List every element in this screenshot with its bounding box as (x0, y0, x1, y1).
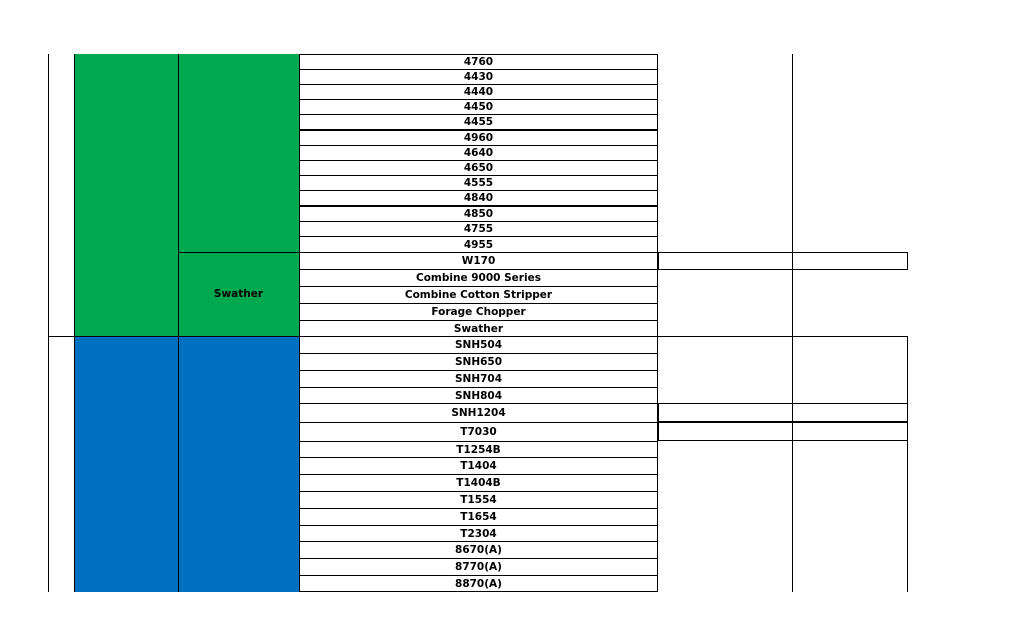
table-row: SNH1204 (299, 403, 658, 423)
table-row: 4450 (299, 99, 658, 115)
subgroup-label: Swather (213, 288, 264, 300)
grid-line (74, 54, 75, 592)
table-row: T2304 (299, 525, 658, 542)
table-row: 8770(A) (299, 558, 658, 576)
table-row: T1404B (299, 474, 658, 492)
table-row: 4760 (299, 54, 658, 70)
table-row: 4440 (299, 84, 658, 100)
table-row: 4840 (299, 190, 658, 206)
green-group-a (74, 54, 178, 336)
blue-group-b (178, 336, 299, 592)
table-row: SNH704 (299, 370, 658, 388)
table-row: T1254B (299, 441, 658, 458)
group-separator (658, 336, 908, 337)
table-row: T1554 (299, 491, 658, 509)
table-row: SNH504 (299, 336, 658, 354)
table-row: 4555 (299, 175, 658, 191)
table-row: 8870(A) (299, 575, 658, 592)
extended-row-outline (658, 252, 908, 270)
group-separator (48, 336, 299, 337)
table-row: 4650 (299, 160, 658, 176)
table-row: W170 (299, 252, 658, 270)
table-row: SNH804 (299, 387, 658, 404)
grid-line (907, 336, 908, 592)
table-row: 4455 (299, 114, 658, 130)
table-row: 4955 (299, 236, 658, 253)
table-row: Forage Chopper (299, 303, 658, 321)
table-row: Combine 9000 Series (299, 269, 658, 287)
table-row: Combine Cotton Stripper (299, 286, 658, 304)
grid-line (48, 54, 49, 592)
table-row: Swather (299, 320, 658, 337)
blue-group-a (74, 336, 178, 592)
table-row: 4755 (299, 221, 658, 237)
table-row: T1654 (299, 508, 658, 526)
table-row: 4430 (299, 69, 658, 85)
grid-line (178, 54, 179, 592)
table-row: T1404 (299, 457, 658, 475)
extended-row-outline (658, 403, 908, 422)
table-row: SNH650 (299, 353, 658, 371)
table-row: 4640 (299, 145, 658, 161)
group-separator (178, 252, 299, 253)
table-row: 4850 (299, 206, 658, 222)
grid-line (792, 54, 793, 592)
extended-row-outline (658, 422, 908, 441)
table-row: T7030 (299, 422, 658, 442)
table-row: 8670(A) (299, 541, 658, 559)
table-row: 4960 (299, 130, 658, 146)
